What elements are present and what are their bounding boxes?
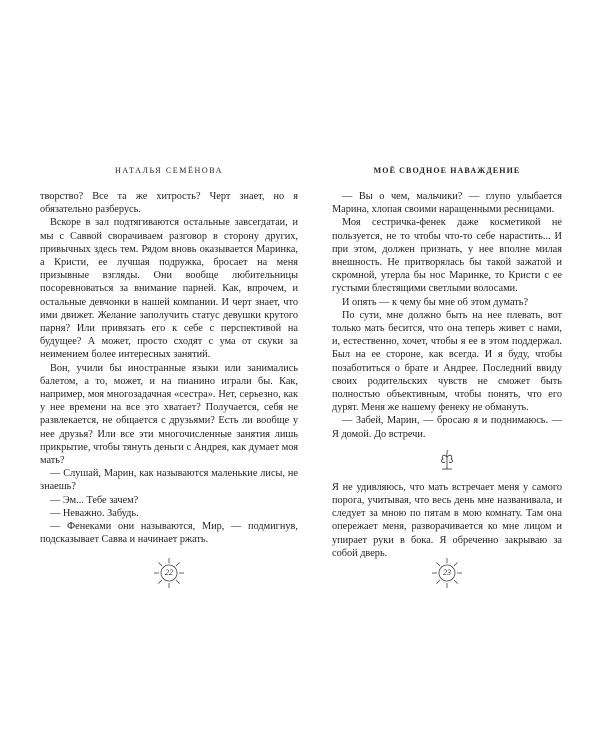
page-number: 22 (165, 568, 173, 577)
paragraph: Вскоре в зал подтягиваются остальные завсегдатаи, и мы с Саввой сворачиваем разговор в сторону других, привычных здесь тем. Рядом вновь оказывается Маринка, а Кристи, ее лучшая подружка, бросает на меня призывные взгляды. Они вообще любительницы посоревноваться за внимание парней. Как, впрочем, и остальные девчонки в нашей компании. И черт знает, что ими движет. Желание заполучить статус девушки крутого парня? Или привязать его к себе с перспективой на будущее? А может, просто сходят с ума от скуки за неимением более интересных занятий. (40, 217, 298, 361)
running-header-title: МОЁ СВОДНОЕ НАВАЖДЕНИЕ (373, 166, 521, 175)
right-page (332, 0, 562, 750)
paragraph: творство? Все та же хитрость? Черт знает, но я обязательно разберусь. (40, 191, 298, 216)
page-number-sun (430, 556, 464, 590)
paragraph: И опять — к чему бы мне об этом думать? (342, 296, 529, 308)
paragraph: По сути, мне должно быть на нее плевать, вот только мать бесится, что она теперь живет с нами, и, естественно, хочет, чтобы я ее в этом поддержал. Был на ее стороне, как всегда. И я буду, чтобы позаботиться о брате и Андрее. Последний ввиду своих родительских чувств не сможет быть полностью объективным, чтобы понять, что его дурят. Меня же нашему фенеку не обмануть. (332, 309, 562, 414)
paragraph: — Неважно. Забудь. (50, 507, 139, 519)
running-header-author: НАТАЛЬЯ СЕМЁНОВА (114, 166, 224, 175)
page-number: 23 (443, 568, 451, 577)
paragraph: — Забей, Марин, — бросаю я и поднимаюсь. — Я домой. До встречи. (332, 415, 562, 440)
paragraph: — Эм... Тебе зачем? (50, 494, 139, 506)
left-page (40, 0, 298, 750)
paragraph: Вон, учили бы иностранные языки или занимались балетом, а то, может, и на пианино играли бы. Как, например, моя многозадачная «сестра». Нет, серьезно, как у нее времени на все это хватает? Получается, себя не развлекается, не общается с друзьями? Есть ли вообще у нее друзья? Или все эти многочисленные занятия лишь прикрытие, чтобы тянуть деньги с Андрея, как думает моя мать? (40, 362, 298, 467)
left-page-text (40, 190, 298, 546)
paragraph: — Слушай, Марин, как называются маленькие лисы, не знаешь? (40, 468, 298, 493)
page-number-sun (152, 556, 186, 590)
paragraph: — Фенеками они называются, Мир, — подмигнув, подсказывает Савва и начинает ржать. (40, 521, 298, 546)
right-page-text (332, 190, 562, 560)
paragraph: Я не удивляюсь, что мать встречает меня у самого порога, учитывая, что весь день мне названивала, и следует за мною по пятам в мою комнату. Там она опережает меня, разворачивается ко мне лицом и упирает руки в бока. Я обреченно закрываю за собой дверь. (332, 481, 562, 559)
tree-ornament-icon (438, 449, 456, 471)
paragraph: — Вы о чем, мальчики? — глупо улыбается Марина, хлопая своими наращенными ресницами. (332, 191, 562, 216)
paragraph: Моя сестричка-фенек даже косметикой не пользуется, не то чтобы что-то себе нарастить... И при этом, должен признать, у нее вполне милая внешность. Не притворялась бы такой зажатой и скромной, утерла бы нос Маринке, то Кристи с ее густыми блестящими светлыми волосами. (332, 217, 562, 295)
